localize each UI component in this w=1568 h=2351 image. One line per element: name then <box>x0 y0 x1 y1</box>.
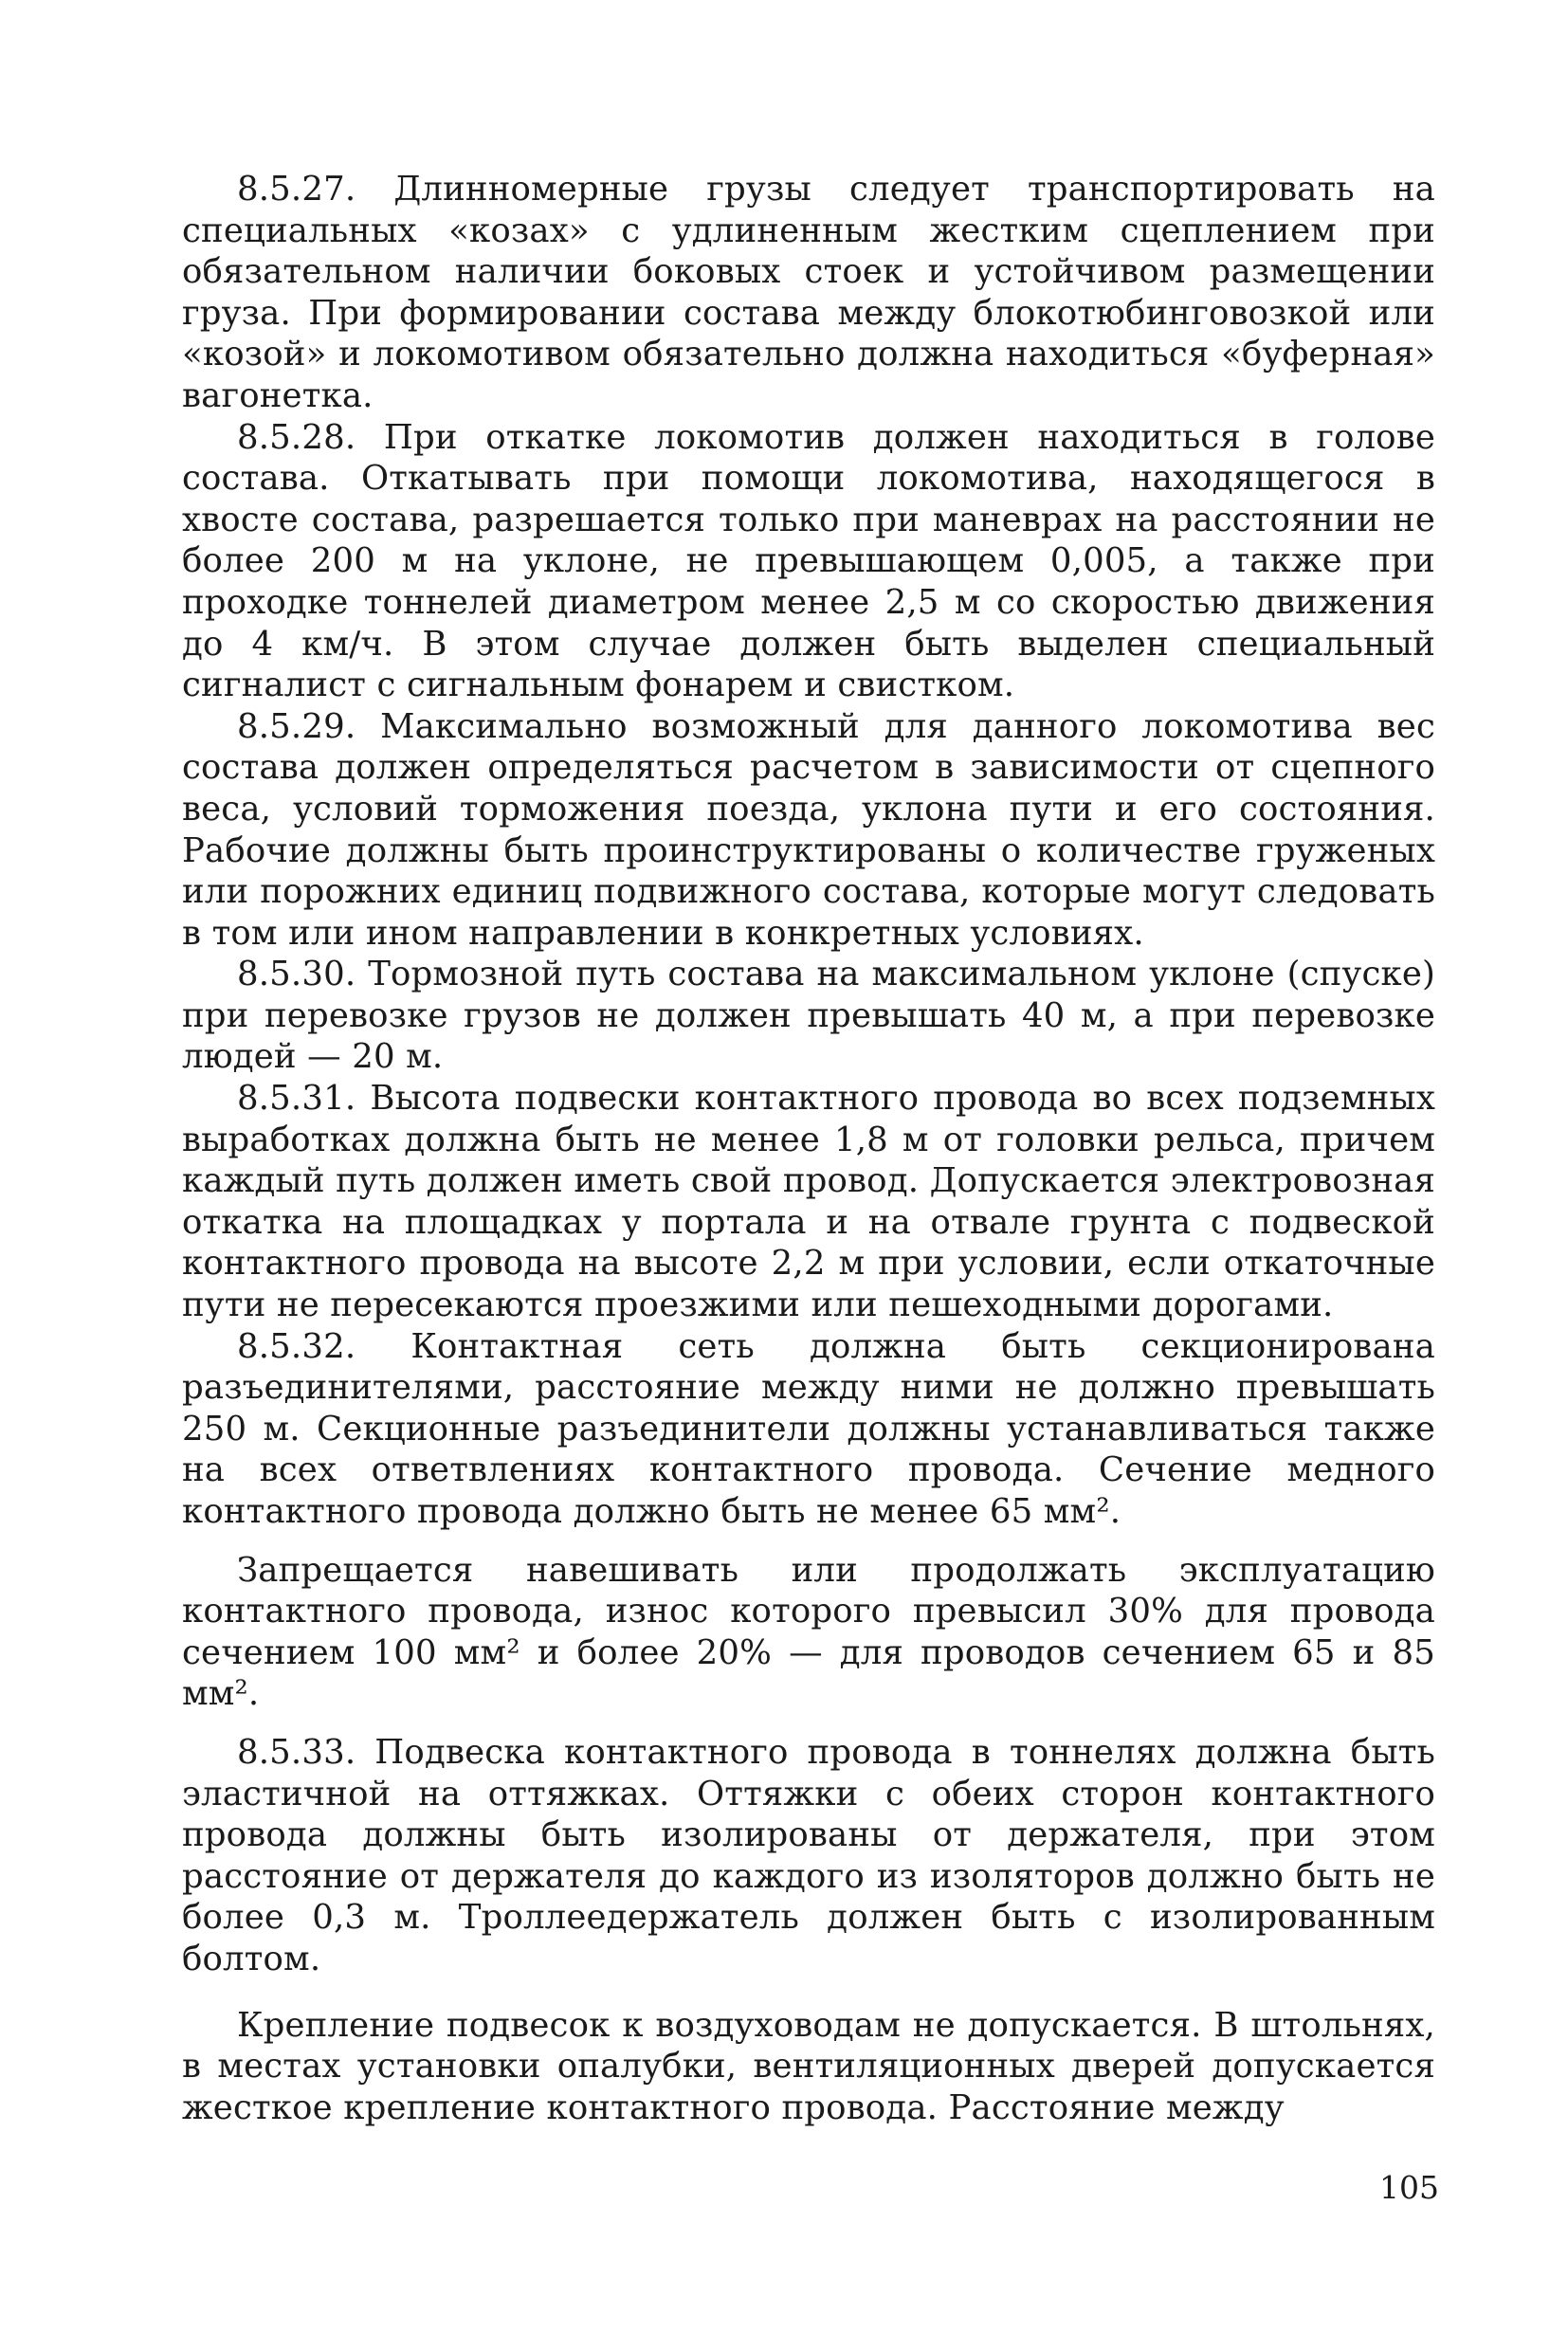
paragraph-8-5-30: 8.5.30. Тормозной путь состава на максимальном уклоне (спуске) при перевозке грузов не должен превышать 40 м, а при перевозке людей — 20 м. <box>182 955 1435 1077</box>
paragraph-8-5-33: 8.5.33. Подвеска контактного провода в тоннелях должна быть эластичной на оттяжках. Оттяжки с обеих сторон контактного провода должны быть изолированы от держателя, при этом расстояние от держателя до каждого из изоляторов должно быть не более 0,3 м. Троллеедержатель должен быть с изолированным болтом. <box>182 1732 1435 1978</box>
paragraph-8-5-27: 8.5.27. Длинномерные грузы следует транспортировать на специальных «козах» с удлиненным жестким сцеплением при обязательном наличии боковых стоек и устойчивом размещении груза. При формировании состава между блокотюбинговозкой или «козой» и локомотивом обязательно должна находиться «буферная» вагонетка. <box>182 170 1435 415</box>
paragraph-8-5-32: 8.5.32. Контактная сеть должна быть секционирована разъединителями, расстояние между ними не должно превышать 250 м. Секционные разъединители должны устанавливаться также на всех ответвлениях контактного провода. Сечение медного контактного провода должно быть не менее 65 мм². <box>182 1326 1435 1531</box>
paragraph-8-5-28: 8.5.28. При откатке локомотив должен находиться в голове состава. Откатывать при помощи локомотива, находящегося в хвосте состава, разрешается только при маневрах на расстоянии не более 200 м на уклоне, не превышающем 0,005, а также при проходке тоннелей диаметром менее 2,5 м со скоростью движения до 4 км/ч. В этом случае должен быть выделен специальный сигналист с сигнальным фонарем и свистком. <box>182 417 1435 705</box>
paragraph-8-5-29: 8.5.29. Максимально возможный для данного локомотива вес состава должен определяться расчетом в зависимости от сцепного веса, условий торможения поезда, уклона пути и его состояния. Рабочие должны быть проинструктированы о количестве груженых или порожних единиц подвижного состава, которые могут следовать в том или ином направлении в конкретных условиях. <box>182 706 1435 953</box>
paragraph-8-5-31: 8.5.31. Высота подвески контактного провода во всех подземных выработках должна быть не менее 1,8 м от головки рельса, причем каждый путь должен иметь свой провод. Допускается электровозная откатка на площадках у портала и на отвале грунта с подвеской контактного провода на высоте 2,2 м при условии, если откаточные пути не пересекаются проезжими или пешеходными дорогами. <box>182 1079 1435 1325</box>
page-number: 105 <box>1379 2169 1439 2206</box>
paragraph-wire-wear: Запрещается навешивать или продолжать эксплуатацию контактного провода, износ которого превысил 30% для провода сечением 100 мм² и более 20% — для проводов сечением 65 и 85 мм². <box>182 1550 1435 1714</box>
page-body <box>182 169 1435 2128</box>
paragraph-suspension-mounting: Крепление подвесок к воздуховодам не допускается. В штольнях, в местах установки опалубки, вентиляционных дверей допускается жесткое крепление контактного провода. Расстояние между <box>182 2005 1435 2127</box>
